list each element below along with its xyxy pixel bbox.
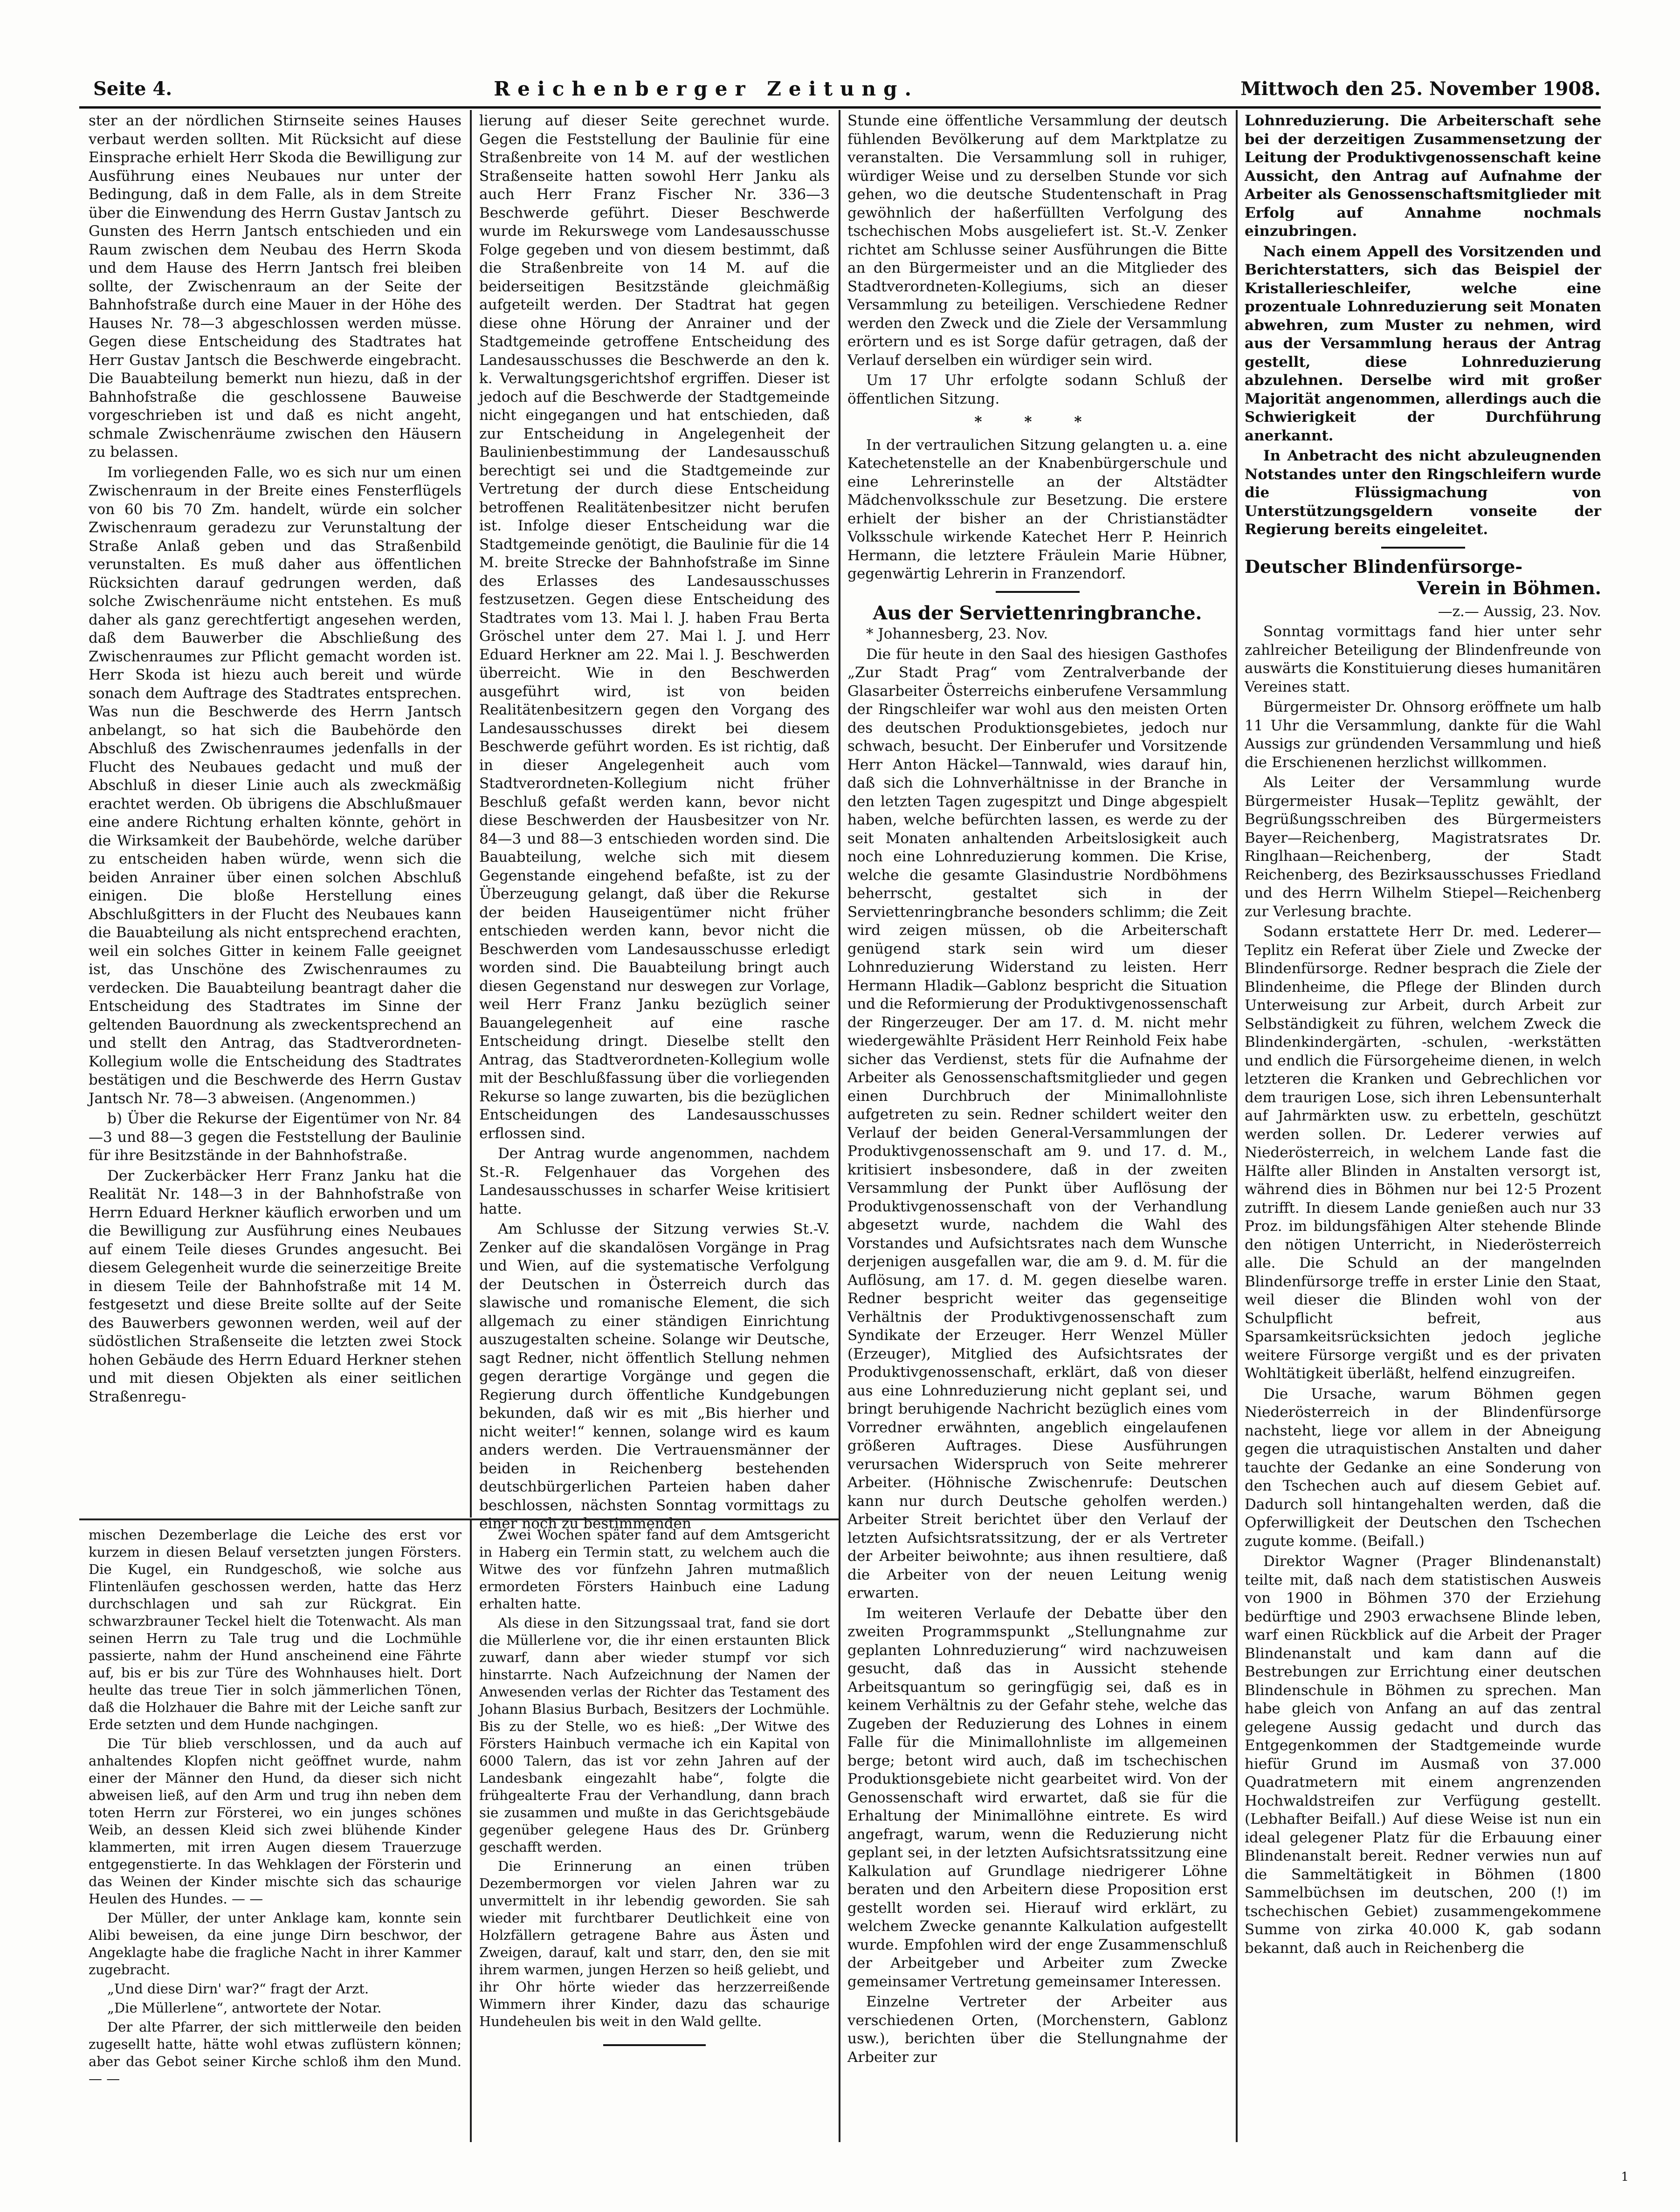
paragraph: „Die Müllerlene“, antwortete der Notar. [107,2000,382,2016]
paragraph: Der Müller, der unter Anklage kam, konnte sein Alibi beweisen, da eine junge Dirn beschwor, der Angeklagte habe die fragliche Nacht in ihrer Kammer zugebracht. [89,1910,461,1978]
paragraph: Nach einem Appell des Vorsitzenden und Berichterstatters, sich das Beispiel der Kristallerieschleifer, welche eine prozentuale Lohnreduzierung seit Monaten abwehren, zum Muster zu nehmen, wird aus der Versammlung heraus der Antrag gestellt, diese Lohnreduzierung abzulehnen. Derselbe wird mit großer Majorität angenommen, allerdings auch die Schwierigkeit der Durchführung anerkannt. [1245,243,1601,444]
column-4 [1245,112,1601,2139]
paragraph: mischen Dezemberlage die Leiche des erst vor kurzem in diesen Belauf versetzten jungen Försters. Die Kugel, ein Rundgeschoß, wie solche aus Flintenläufen geschossen werden, hatte das Herz durchschlagen und sah zur Rückgrat. Ein schwarzbrauner Teckel hielt die Totenwacht. Als man seinen Herrn zu Tale trug und die Lochmühle passierte, nahm der Hund anscheinend eine Fährte auf, bis er bis zur Türe des Wohnhauses hielt. Dort heulte das treue Tier in solch jämmerlichen Tönen, daß die Holzhauer die Bahre mit der Leiche sanft zur Erde setzten und dem Hunde nachgingen. [89,1527,461,1732]
section-rule [996,591,1080,593]
edge-mark: 1 [1621,2170,1629,2184]
column-divider [1236,110,1238,2142]
paragraph: Als diese in den Sitzungssaal trat, fand sie dort die Müllerlene vor, die ihr einen erstaunten Blick zuwarf, dann aber wieder stumpf vor sich hinstarrte. Nach Aufzeichnung der Namen der Anwesenden verlas der Richter das Testament des Johann Blasius Burbach, Besitzers der Lochmühle. Bis zu der Stelle, wo es hieß: „Der Witwe des Försters Hainbuch vermache ich ein Kapital von 6000 Talern, das ist vor zehn Jahren auf der Landesbank eingezahlt habe“, folgte die frühgealterte Frau der Verhandlung, dann brach sie zusammen und mußte in das Gerichtsgebäude gegenüber gelegene Haus des Dr. Grünberg geschafft werden. [479,1615,830,1855]
paragraph: In Anbetracht des nicht abzuleugnenden Notstandes unter den Ringschleifern wurde die Flüssigmachung von Unterstützungsgeldern vonseite der Regierung bereits eingeleitet. [1245,447,1601,538]
paragraph: Sodann erstattete Herr Dr. med. Lederer—Teplitz ein Referat über Ziele und Zwecke der Blindenfürsorge. Redner besprach die Ziele der Blindenheime, die Pflege der Blinden durch Unterweisung zur Arbeit, durch Arbeit zur Selbständigkeit zu führen, welchem Zweck die Blindenkindergärten, -schulen, -werkstätten und endlich die Fürsorgeheime dienen, in welch letzteren die Kranken und Gebrechlichen vor dem traurigen Lose, sich ihren Lebensunterhalt auf Jahrmärkten usw. zu erbetteln, geschützt werden sollen. Dr. Lederer verwies auf Niederösterreich, in welchem Lande fast die Hälfte aller Blinden in Anstalten versorgt ist, während dies in Böhmen nur bei 12·5 Prozent zutrifft. In diesem Lande genießen auch nur 33 Proz. im bildungsfähigen Alter stehende Blinde den nötigen Unterricht, in Niederösterreich alle. Die Schuld an der mangelnden Blindenfürsorge treffe in erster Linie den Staat, weil dieser die Blinden wohl von der Schulpflicht befreit, aus Sparsamkeitsrücksichten jedoch jegliche weitere Fürsorge vergißt und es der privaten Wohltätigkeit überläßt, helfend einzugreifen. [1245,923,1601,1382]
paragraph: Im weiteren Verlaufe der Debatte über den zweiten Programmspunkt „Stellungnahme zur geplanten Lohnreduzierung“ wird nachzuweisen gesucht, daß das in Aussicht stehende Arbeitsquantum so geringfügig sei, daß es in keinem Verhältnis zu der Gefahr stehe, welche das Zugeben der Reduzierung des Lohnes in einem Falle für die Minimallohnliste im allgemeinen berge; betont wird auch, daß im tschechischen Produktionsgebiete nicht gearbeitet wird. Von der Genossenschaft wird erwartet, daß sie für die Erhaltung der Minimallöhne eintrete. Es wird angefragt, warum, wenn die Reduzierung nicht geplant sei, in der letzten Aufsichtsratssitzung eine Kalkulation auf Grundlage niedrigerer Löhne beraten und den Arbeitern diese Proposition erst gestellt worden sei. Hierauf wird erklärt, zu welchem Zwecke genannte Kalkulation aufgestellt wurde. Empfohlen wird der enge Zusammenschluß der Arbeitgeber und Arbeiter zum Zwecke gemeinsamer Vertretung gemeinsamer Interessen. [847,1605,1227,1990]
dateline: * Johannesberg, 23. Nov. [866,625,1048,642]
page-number: Seite 4. [93,77,172,100]
column-divider [839,110,840,2142]
column-divider [470,1520,472,2142]
paragraph: ster an der nördlichen Stirnseite seines Hauses verbaut werden sollten. Mit Rücksicht auf diese Einsprache erhielt Herr Skoda die Bewilligung zur Ausführung eines Neubaues nur unter der Bedingung, daß in dem Falle, als in dem Streite über die Einwendung des Herrn Gustav Jantsch zu Gunsten des Herrn Jantsch entschieden und ein Raum zwischen dem Neubau des Herrn Skoda und dem Hause des Herrn Jantsch frei bleiben sollte, der Zwischenraum an der Seite der Bahnhofstraße durch eine Mauer in der Höhe des Hauses Nr. 78—3 abgeschlossen werden müsse. Gegen diese Entscheidung des Stadtrates hat Herr Gustav Jantsch die Beschwerde eingebracht. Die Bauabteilung bemerkt nun hiezu, daß in der Bahnhofstraße die geschlossene Bauweise vorgeschrieben ist und daß es nicht angeht, schmale Zwischenräume zwischen den Häusern zu belassen. [89,112,461,460]
paragraph: Der Zuckerbäcker Herr Franz Janku hat die Realität Nr. 148—3 in der Bahnhofstraße von Herrn Eduard Herkner käuflich erworben und um die Bewilligung zur Ausführung eines Neubaues auf einem Teile dieses Grundes angesucht. Bei diesem Gelegenheit wurde die seinerzeitige Breite in diesem Teile der Bahnhofstraße mit 14 M. festgesetzt und diese Breite sollte auf der Seite des Bauwerbers gewonnen werden, weil auf der südöstlichen Straßenseite die letzten zwei Stock hohen Gebäude des Herrn Eduard Herkner stehen und mit diesen Objekten als einer seitlichen Straßenregu- [89,1167,461,1405]
column-3 [847,112,1227,2139]
paragraph: b) Über die Rekurse der Eigentümer von Nr. 84—3 und 88—3 gegen die Feststellung der Baulinie für ihre Besitzstände in der Bahnhofstraße. [89,1110,461,1164]
end-rule [603,2044,706,2046]
feuilleton-column-1 [89,1526,461,2142]
paragraph: Die Erinnerung an einen trüben Dezembermorgen vor vielen Jahren war zu unvermittelt in ihr lebendig geworden. Sie sah wieder mit furchtbarer Deutlichkeit eine von Holzfällern getragene Bahre aus Ästen und Zweigen, darauf, kalt und starr, den, den sie mit ihrem warmen, jungen Herzen so heiß geliebt, und ihr Ohr hörte wieder das herzzerreißende Wimmern ihrer Kinder, dazu das schaurige Hundeheulen bis weit in den Wald gellte. [479,1858,830,2029]
paragraph: Bürgermeister Dr. Ohnsorg eröffnete um halb 11 Uhr die Versammlung, dankte für die Wahl Aussigs zur gründenden Versammlung und hieß die Erschienenen herzlichst willkommen. [1245,699,1601,771]
dateline: —z.— Aussig, 23. Nov. [1438,603,1601,620]
section-separator-stars: * * * [974,413,1101,430]
column-1 [89,112,461,1510]
paragraph: In der vertraulichen Sitzung gelangten u. a. eine Katechetenstelle an der Knabenbürgerschule und eine Lehrerinstelle an der Altstädter Mädchenvolksschule zur Besetzung. Die erstere erhielt der bisher an der Christianstädter Volksschule wirkende Katechet Herr P. Heinrich Hermann, die letztere Fräulein Marie Hübner, gegenwärtig Lehrerin in Franzendorf. [847,436,1227,582]
title-line: Verein in Böhmen. [1417,577,1601,598]
column-divider [470,110,472,1518]
paragraph: Der Antrag wurde angenommen, nachdem St.-R. Felgenhauer das Vorgehen des Landesausschusses in scharfer Weise kritisiert hatte. [479,1145,830,1217]
paragraph: Im vorliegenden Falle, wo es sich nur um einen Zwischenraum in der Breite eines Fensterflügels von 60 bis 70 Zm. handelt, würde ein solcher Zwischenraum geradezu zur Verunstaltung der Straße Anlaß geben und das Straßenbild verunstalten. Es muß daher aus öffentlichen Rücksichten darauf gedrungen werden, daß solche Zwischenräume nicht entstehen. Es muß daher als ganz gerechtfertigt angesehen werden, daß dem Bauwerber die Abschließung des Zwischenraumes zur Pflicht gemacht worden ist. Herr Skoda ist hiezu auch bereit und würde sonach dem Auftrage des Stadtrates entsprechen. Was nun die Beschwerde des Herrn Jantsch anbelangt, so hat sich die Baubehörde den Abschluß des Zwischenraumes jedenfalls in der Flucht des Neubaues gedacht und muß der Abschluß in dieser Linie auch als zweckmäßig erachtet werden. Ob übrigens die Abschlußmauer eine andere Richtung erhalten könnte, gehört in die Wirksamkeit der Baubehörde, welche darüber zu entscheiden haben würde, wenn sich die beiden Anrainer über einen solchen Abschluß einigen. Die bloße Herstellung eines Abschlußgitters in der Flucht des Neubaues kann die Bauabteilung als nicht entsprechend erachten, weil ein solches Gitter in keinem Falle geeignet ist, das Unschöne des Zwischenraumes zu verdecken. Die Bauabteilung beantragt daher die Entscheidung des Stadtrates im Sinne der geltenden Bauordnung als zweckentsprechend an und stellt den Antrag, das Stadtverordneten-Kollegium wolle die Entscheidung des Stadtrates bestätigen und die Beschwerde des Herrn Gustav Jantsch Nr. 78—3 abweisen. (Angenommen.) [89,464,461,1107]
paragraph: Stunde eine öffentliche Versammlung der deutsch fühlenden Bevölkerung auf dem Marktplatze zu veranstalten. Die Versammlung soll in ruhiger, würdiger Weise und zu derselben Stunde vor sich gehen, wo die deutsche Studentenschaft in Prag gewöhnlich der haßerfüllten Verfolgung des tschechischen Mobs ausgeliefert ist. St.-V. Zenker richtet am Schlusse seiner Ausführungen die Bitte an den Bürgermeister und an die Mitglieder des Stadtverordneten-Kollegiums, sich an dieser Versammlung zu beteiligen. Verschiedene Redner werden den Zweck und die Ziele der Versammlung erörtern und es ist Sorge dafür getragen, daß der Verlauf derselben ein würdiger sein wird. [847,112,1227,369]
section-rule [1381,547,1465,549]
paragraph: Die Ursache, warum Böhmen gegen Niederösterreich in der Blindenfürsorge nachsteht, liege vor allem in der Abneigung gegen die utraquistischen Anstalten und daher tauchte der Gedanke an eine Sonderung von den Tschechen auch auf diesem Gebiet auf. Dadurch soll hintangehalten werden, daß die Opferwilligkeit der Deutschen den Tschechen zugute komme. (Beifall.) [1245,1385,1601,1550]
paragraph: Zwei Wochen später fand auf dem Amtsgericht in Haberg ein Termin statt, zu welchem auch die Witwe des vor fünfzehn Jahren mutmaßlich ermordeten Försters Hainbuch eine Ladung erhalten hatte. [479,1527,830,1612]
feuilleton-column-2 [479,1526,830,2142]
paragraph: Sonntag vormittags fand hier unter sehr zahlreicher Beteiligung der Blindenfreunde von auswärts die Konstituierung dieses humanitären Vereines statt. [1245,623,1601,695]
paragraph: Lohnreduzierung. Die Arbeiterschaft sehe bei der derzeitigen Zusammensetzung der Leitung der Produktivgenossenschaft keine Aussicht, den Antrag auf Aufnahme der Arbeiter als Genossenschaftsmitglieder mit Erfolg auf Annahme nochmals einzubringen. [1245,112,1601,240]
title-line: Deutscher Blindenfürsorge- [1245,556,1523,577]
section-title-serviettenring: Aus der Serviettenringbranche. [873,602,1202,624]
paragraph: Die für heute in den Saal des hiesigen Gasthofes „Zur Stadt Prag“ vom Zentralverbande der Glasarbeiter Österreichs einberufene Versammlung der Ringschleifer war wohl aus den meisten Orten des deutschen Produktionsgebietes, jedoch nur schwach, besucht. Der Einberufer und Vorsitzende Herr Anton Häckel—Tannwald, wies darauf hin, daß sich die Lohnverhältnisse in der Branche in den letzten Tagen zugespitzt und Dinge abgespielt haben, welche befürchten lassen, es werde zu der seit Monaten anhaltenden Arbeitslosigkeit auch noch eine Lohnreduzierung kommen. Die Krise, welche die gesamte Glasindustrie Nordböhmens beherrscht, gestaltet sich in der Serviettenringbranche besonders schlimm; die Zeit wird zeigen müssen, ob die Arbeiterschaft genügend stark sein wird um dieser Lohnreduzierung Widerstand zu leisten. Herr Hermann Hladik—Gablonz bespricht die Situation und die Reformierung der Produktivgenossenschaft der Ringerzeuger. Der am 17. d. M. nicht mehr wiedergewählte Präsident Herr Reinhold Feix habe sicher das Verdienst, stets für die Aufnahme der Arbeiter als Genossenschaftsmitglieder und gegen einen Durchbruch der Minimallohnliste aufgetreten zu sein. Redner schildert weiter den Verlauf der beiden General-Versammlungen der Produktivgenossenschaft am 9. und 17. d. M., kritisiert insbesondere, daß in der zweiten Versammlung der Punkt über Auflösung der Produktivgenossenschaft von der Verhandlung abgesetzt wurde, nachdem die Wahl des Vorstandes und Aufsichtsrates nach dem Wunsche derjenigen ausgefallen war, die am 9. d. M. für die Auflösung, am 17. d. M. gegen dieselbe waren. Redner bespricht weiter das gegenseitige Verhältnis der Produktivgenossenschaft zum Syndikate der Erzeuger. Herr Wenzel Müller (Erzeuger), Mitglied des Aufsichtsrates der Produktivgenossenschaft, erklärt, daß von dieser aus eine Lohnreduzierung nicht geplant sei, und bringt beruhigende Nachricht bezüglich eines vom Vorredner erwähnten, angeblich eingelaufenen größeren Auftrages. Diese Ausführungen verursachen Widerspruch von Seite mehrerer Arbeiter. (Höhnische Zwischenrufe: Deutschen kann nur durch Deutsche geholfen werden.) Arbeiter Streit berichtet über den Verlauf der letzten Aufsichtsratssitzung, der er als Vertreter der Arbeiter beiwohnte; aus ihnen resultiere, daß die Arbeiter von der neuen Leitung wenig erwarten. [847,646,1227,1601]
newspaper-title: Reichenberger Zeitung. [494,77,919,100]
section-title-blindenfuersorge [1245,556,1601,599]
paragraph: „Und diese Dirn' war?“ fragt der Arzt. [107,1981,369,1997]
paragraph: lierung auf dieser Seite gerechnet wurde. Gegen die Feststellung der Baulinie für eine Straßenbreite von 14 M. auf der westlichen Straßenseite hatten sowohl Herr Janku als auch Herr Franz Fischer Nr. 336—3 Beschwerde geführt. Dieser Beschwerde wurde im Rekurswege vom Landesausschusse Folge gegeben und von diesem bestimmt, daß die Straßenbreite von 14 M. auf die beiderseitigen Besitzstände gleichmäßig aufgeteilt werden. Der Stadtrat hat gegen diese ohne Hörung der Anrainer und der Stadtgemeinde getroffene Entscheidung des Landesausschusses die Beschwerde an den k. k. Verwaltungsgerichtshof ergriffen. Dieser ist jedoch auf die Beschwerde der Stadtgemeinde nicht eingegangen und hat entschieden, daß zur Entscheidung in Angelegenheit der Baulinienbestimmung der Landesausschuß berechtigt sei und die Stadtgemeinde zur Vertretung der durch diese Entscheidung betroffenen Realitätenbesitzer nicht berufen ist. Infolge dieser Entscheidung war die Stadtgemeinde genötigt, die Baulinie für die 14 M. breite Strecke der Bahnhofstraße im Sinne des Erlasses des Landesausschusses festzusetzen. Gegen diese Entscheidung des Stadtrates vom 13. Mai l. J. haben Frau Berta Gröschel unter dem 27. Mai l. J. und Herr Eduard Herkner am 22. Mai l. J. Beschwerden überreicht. Wie in den Beschwerden ausgeführt wird, ist von beiden Realitätenbesitzern gegen den Vorgang des Landesausschusses direkt bei diesem Beschwerde geführt worden. Es ist richtig, daß in dieser Angelegenheit auch vom Stadtverordneten-Kollegium nicht früher Beschluß gefaßt werden kann, bevor nicht diese Beschwerden der Hausbesitzer von Nr. 84—3 und 88—3 entschieden worden sind. Die Bauabteilung, welche sich mit diesem Gegenstande eingehend befaßte, ist zu der Überzeugung gelangt, daß über die Rekurse der beiden Hauseigentümer nicht früher entschieden werden kann, bevor nicht die Beschwerden vom Landesausschusse erledigt worden sind. Die Bauabteilung bringt auch diesen Gegenstand nur deswegen zur Vorlage, weil Herr Franz Janku bezüglich seiner Bauangelegenheit auf eine rasche Entscheidung dringt. Dieselbe stellt den Antrag, das Stadtverordneten-Kollegium wolle mit der Beschlußfassung über die vorliegenden Rekurse so lange zuwarten, bis die bezüglichen Entscheidungen des Landesausschusses erflossen sind. [479,112,830,1142]
paragraph: Um 17 Uhr erfolgte sodann Schluß der öffentlichen Sitzung. [847,372,1227,407]
paragraph: Einzelne Vertreter der Arbeiter aus verschiedenen Orten, (Morchenstern, Gablonz usw.), berichten über die Stellungnahme der Arbeiter zur [847,1993,1227,2066]
page-header [93,75,1601,103]
paragraph: Direktor Wagner (Prager Blindenanstalt) teilte mit, daß nach dem statistischen Ausweis von 1900 in Böhmen 370 der Erziehung bedürftige und 2903 erwachsene Blinde leben, warf einen Rückblick auf die Arbeit der Prager Blindenanstalt und kam dann auf die Bestrebungen zur Errichtung einer deutschen Blindenschule in Böhmen zu sprechen. Man habe gleich von Anfang an auf das zentral gelegene Aussig gedacht und durch das Entgegenkommen der Stadtgemeinde wurde hiefür Grund im Ausmaß von 37.000 Quadratmetern mit einem angrenzenden Hochwaldstreifen zur Verfügung gestellt. (Lebhafter Beifall.) Auf diese Weise ist nun ein ideal gelegener Platz für die Erbauung einer Blindenanstalt bereit. Redner verwies nun auf die Sammeltätigkeit in Böhmen (1800 Sammelbüchsen im deutschen, 200 (!) im tschechischen Gebiet) zusammengekommene Summe von zirka 40.000 K, gab sodann bekannt, daß auch in Reichenberg die [1245,1553,1601,1957]
paragraph: Am Schlusse der Sitzung verwies St.-V. Zenker auf die skandalösen Vorgänge in Prag und Wien, auf die systematische Verfolgung der Deutschen in Österreich durch das slawische und romanische Element, die sich allgemach zu einer ständigen Einrichtung auszugestalten scheine. Solange wir Deutsche, sagt Redner, nicht öffentlich Stellung nehmen gegen derartige Vorgänge und gegen die Regierung durch öffentliche Kundgebungen bekunden, daß wir es mit „Bis hierher und nicht weiter!“ kennen, solange wird es kaum anders werden. Die Vertrauensmänner der beiden in Reichenberg bestehenden deutschbürgerlichen Parteien haben daher beschlossen, nächsten Sonntag vormittags zu einer noch zu bestimmenden [479,1221,830,1532]
issue-date: Mittwoch den 25. November 1908. [1240,77,1601,100]
header-rule [79,106,1601,109]
column-2 [479,112,830,1532]
paragraph: Als Leiter der Versammlung wurde Bürgermeister Husak—Teplitz gewählt, der Begrüßungsschreiben des Bürgermeisters Bayer—Reichenberg, Magistratsrates Dr. Ringlhaan—Reichenberg, der Stadt Reichenberg, des Bezirksausschusses Friedland und des Herrn Wilhelm Stiepel—Reichenberg zur Verlesung brachte. [1245,774,1601,920]
paragraph: Der alte Pfarrer, der sich mittlerweile den beiden zugesellt hatte, hätte wohl etwas zuflüstern können; aber das Gebot seiner Kirche schloß ihm den Mund. — — [89,2019,461,2087]
paragraph: Die Tür blieb verschlossen, und da auch auf anhaltendes Klopfen nicht geöffnet wurde, nahm einer der Männer den Hund, da dieser sich nicht abweisen ließ, auf den Arm und trug ihn neben dem toten Herrn zur Försterei, wo ein junges schönes Weib, an dessen Kleid sich zwei blühende Kinder klammerten, mit irren Augen diesem Trauerzuge entgegenstierte. In das Wehklagen der Försterin und das Weinen der Kinder mischte sich das schaurige Heulen des Hundes. — — [89,1736,461,1907]
